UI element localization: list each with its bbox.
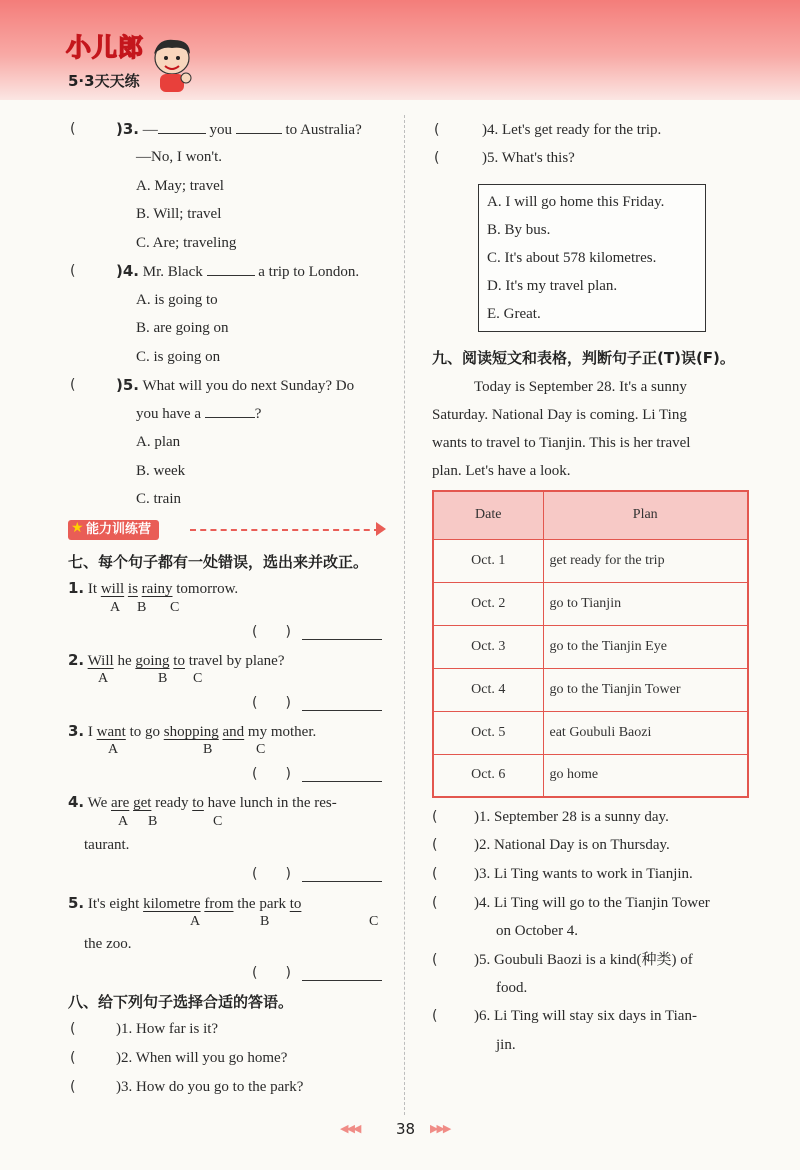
option-a: A. is going to <box>136 292 218 308</box>
answer-paren[interactable]: ( <box>432 837 438 853</box>
table-row <box>433 711 748 754</box>
option-a: A. May; travel <box>136 178 224 194</box>
passage-line-4: plan. Let's have a look. <box>432 463 571 479</box>
cell-plan: go to the Tianjin Tower <box>543 668 748 711</box>
tf-statement-5: )5. Goubuli Baozi is a kind(种类) of <box>474 952 693 968</box>
question-5-line2: you have a ? <box>136 406 262 422</box>
tf-statement-6: )6. Li Ting will stay six days in Tian- <box>474 1008 697 1024</box>
label-a: A <box>98 671 109 686</box>
answer-option-a: A. I will go home this Friday. <box>487 194 665 210</box>
cell-date: Oct. 6 <box>433 754 543 797</box>
label-a: A <box>110 600 121 615</box>
mascot-boy-icon <box>148 36 196 94</box>
page-number: 38 <box>396 1120 416 1138</box>
blank[interactable] <box>236 120 282 134</box>
arrow-right-icon <box>376 522 386 536</box>
table-row <box>433 539 748 582</box>
answer-paren[interactable]: ( <box>432 809 438 825</box>
label-b: B <box>203 742 213 757</box>
label-c: C <box>256 742 266 757</box>
option-c: C. Are; traveling <box>136 235 237 251</box>
answer-options-box <box>478 184 706 332</box>
cell-plan: eat Goubuli Baozi <box>543 711 748 754</box>
tf-statement-4-cont: on October 4. <box>496 923 579 939</box>
answer-choice[interactable]: ( ) <box>252 766 291 782</box>
answer-choice[interactable]: ( ) <box>252 624 291 640</box>
option-b: B. are going on <box>136 320 229 336</box>
answer-paren[interactable]: ( <box>70 377 76 393</box>
match-question-1: )1. How far is it? <box>116 1021 219 1037</box>
next-arrows-icon: ▶▶▶ <box>430 1122 450 1135</box>
match-question-2: )2. When will you go home? <box>116 1050 288 1066</box>
answer-paren[interactable]: ( <box>434 122 440 138</box>
label-c: C <box>213 814 223 829</box>
banner-dash-line <box>190 529 380 531</box>
correction-line[interactable] <box>302 980 382 981</box>
question-3: )3. — you to Australia? <box>116 120 362 138</box>
question-5: )5. What will you do next Sunday? Do <box>116 376 355 394</box>
sentence-4-line2: taurant. <box>84 837 130 853</box>
correction-line[interactable] <box>302 639 382 640</box>
answer-option-b: B. By bus. <box>487 222 551 238</box>
label-b: B <box>260 914 270 929</box>
cell-date: Oct. 2 <box>433 582 543 625</box>
option-b: B. Will; travel <box>136 206 222 222</box>
answer-paren[interactable]: ( <box>432 1008 438 1024</box>
answer-choice[interactable]: ( ) <box>252 965 291 981</box>
blank[interactable] <box>158 120 206 134</box>
passage-line-1: Today is September 28. It's a sunny <box>474 379 687 395</box>
sentence-2: 2. Will he going to travel by plane? <box>68 651 285 669</box>
correction-line[interactable] <box>302 710 382 711</box>
answer-option-e: E. Great. <box>487 306 541 322</box>
brand-logo-text: 小儿郎 <box>66 33 145 62</box>
cell-date: Oct. 4 <box>433 668 543 711</box>
answer-paren[interactable]: ( <box>70 121 76 137</box>
option-c: C. train <box>136 491 181 507</box>
cell-date: Oct. 3 <box>433 625 543 668</box>
table-header-row <box>433 491 748 539</box>
answer-paren[interactable]: ( <box>70 1021 76 1037</box>
series-label: 5·3天天练 <box>68 72 140 90</box>
option-a: A. plan <box>136 434 181 450</box>
label-a: A <box>190 914 201 929</box>
passage-line-3: wants to travel to Tianjin. This is her travel <box>432 435 691 451</box>
tf-statement-4: )4. Li Ting will go to the Tianjin Tower <box>474 895 710 911</box>
cell-plan: get ready for the trip <box>543 539 748 582</box>
answer-choice[interactable]: ( ) <box>252 866 291 882</box>
table-row <box>433 582 748 625</box>
sentence-5: 5. It's eight kilometre from the park to <box>68 894 302 912</box>
match-question-4: )4. Let's get ready for the trip. <box>482 122 662 138</box>
section-7-title: 七、每个句子都有一处错误，选出来并改正。 <box>68 553 369 571</box>
cell-date: Oct. 5 <box>433 711 543 754</box>
tf-statement-3: )3. Li Ting wants to work in Tianjin. <box>474 866 693 882</box>
star-icon: ★ <box>71 521 84 536</box>
cell-date: Oct. 1 <box>433 539 543 582</box>
match-question-3: )3. How do you go to the park? <box>116 1079 304 1095</box>
section-banner <box>68 519 388 541</box>
banner-label: 能力训练营 <box>68 520 159 540</box>
answer-paren[interactable]: ( <box>432 952 438 968</box>
answer-paren[interactable]: ( <box>434 150 440 166</box>
answer-paren[interactable]: ( <box>432 895 438 911</box>
section-8-title: 八、给下列句子选择合适的答语。 <box>68 993 294 1011</box>
answer-option-c: C. It's about 578 kilometres. <box>487 250 657 266</box>
option-c: C. is going on <box>136 349 221 365</box>
answer-choice[interactable]: ( ) <box>252 695 291 711</box>
answer-paren[interactable]: ( <box>70 1050 76 1066</box>
answer-option-d: D. It's my travel plan. <box>487 278 618 294</box>
passage-line-2: Saturday. National Day is coming. Li Ting <box>432 407 687 423</box>
sentence-1: 1. It will is rainy tomorrow. <box>68 579 239 597</box>
sentence-3: 3. I want to go shopping and my mother. <box>68 722 317 740</box>
label-a: A <box>108 742 119 757</box>
cell-plan: go home <box>543 754 748 797</box>
label-c: C <box>193 671 203 686</box>
blank[interactable] <box>205 404 255 418</box>
tf-statement-2: )2. National Day is on Thursday. <box>474 837 670 853</box>
column-divider <box>404 115 405 1115</box>
label-b: B <box>148 814 158 829</box>
prev-arrows-icon: ◀◀◀ <box>340 1122 360 1135</box>
correction-line[interactable] <box>302 781 382 782</box>
blank[interactable] <box>207 262 255 276</box>
answer-paren[interactable]: ( <box>70 1079 76 1095</box>
answer-paren[interactable]: ( <box>70 263 76 279</box>
cell-plan: go to Tianjin <box>543 582 748 625</box>
tf-statement-5-cont: food. <box>496 980 528 996</box>
label-a: A <box>118 814 129 829</box>
table-row <box>433 754 748 797</box>
label-c: C <box>369 914 379 929</box>
page-footer <box>340 1120 470 1144</box>
tf-statement-1: )1. September 28 is a sunny day. <box>474 809 669 825</box>
header-date: Date <box>433 491 543 539</box>
question-4: )4. Mr. Black a trip to London. <box>116 262 360 280</box>
table-row <box>433 668 748 711</box>
reply-line: —No, I won't. <box>136 149 223 165</box>
table-row <box>433 625 748 668</box>
option-b: B. week <box>136 463 186 479</box>
tf-statement-6-cont: jin. <box>496 1037 516 1053</box>
sentence-5-line2: the zoo. <box>84 936 132 952</box>
header-plan: Plan <box>543 491 748 539</box>
section-9-title: 九、阅读短文和表格，判断句子正(T)误(F)。 <box>432 349 735 367</box>
travel-plan-table <box>432 490 749 798</box>
match-question-5: )5. What's this? <box>482 150 575 166</box>
cell-plan: go to the Tianjin Eye <box>543 625 748 668</box>
sentence-4: 4. We are get ready to have lunch in the res- <box>68 793 337 811</box>
correction-line[interactable] <box>302 881 382 882</box>
label-b: B <box>158 671 168 686</box>
label-b: B <box>137 600 147 615</box>
label-c: C <box>170 600 180 615</box>
answer-paren[interactable]: ( <box>432 866 438 882</box>
